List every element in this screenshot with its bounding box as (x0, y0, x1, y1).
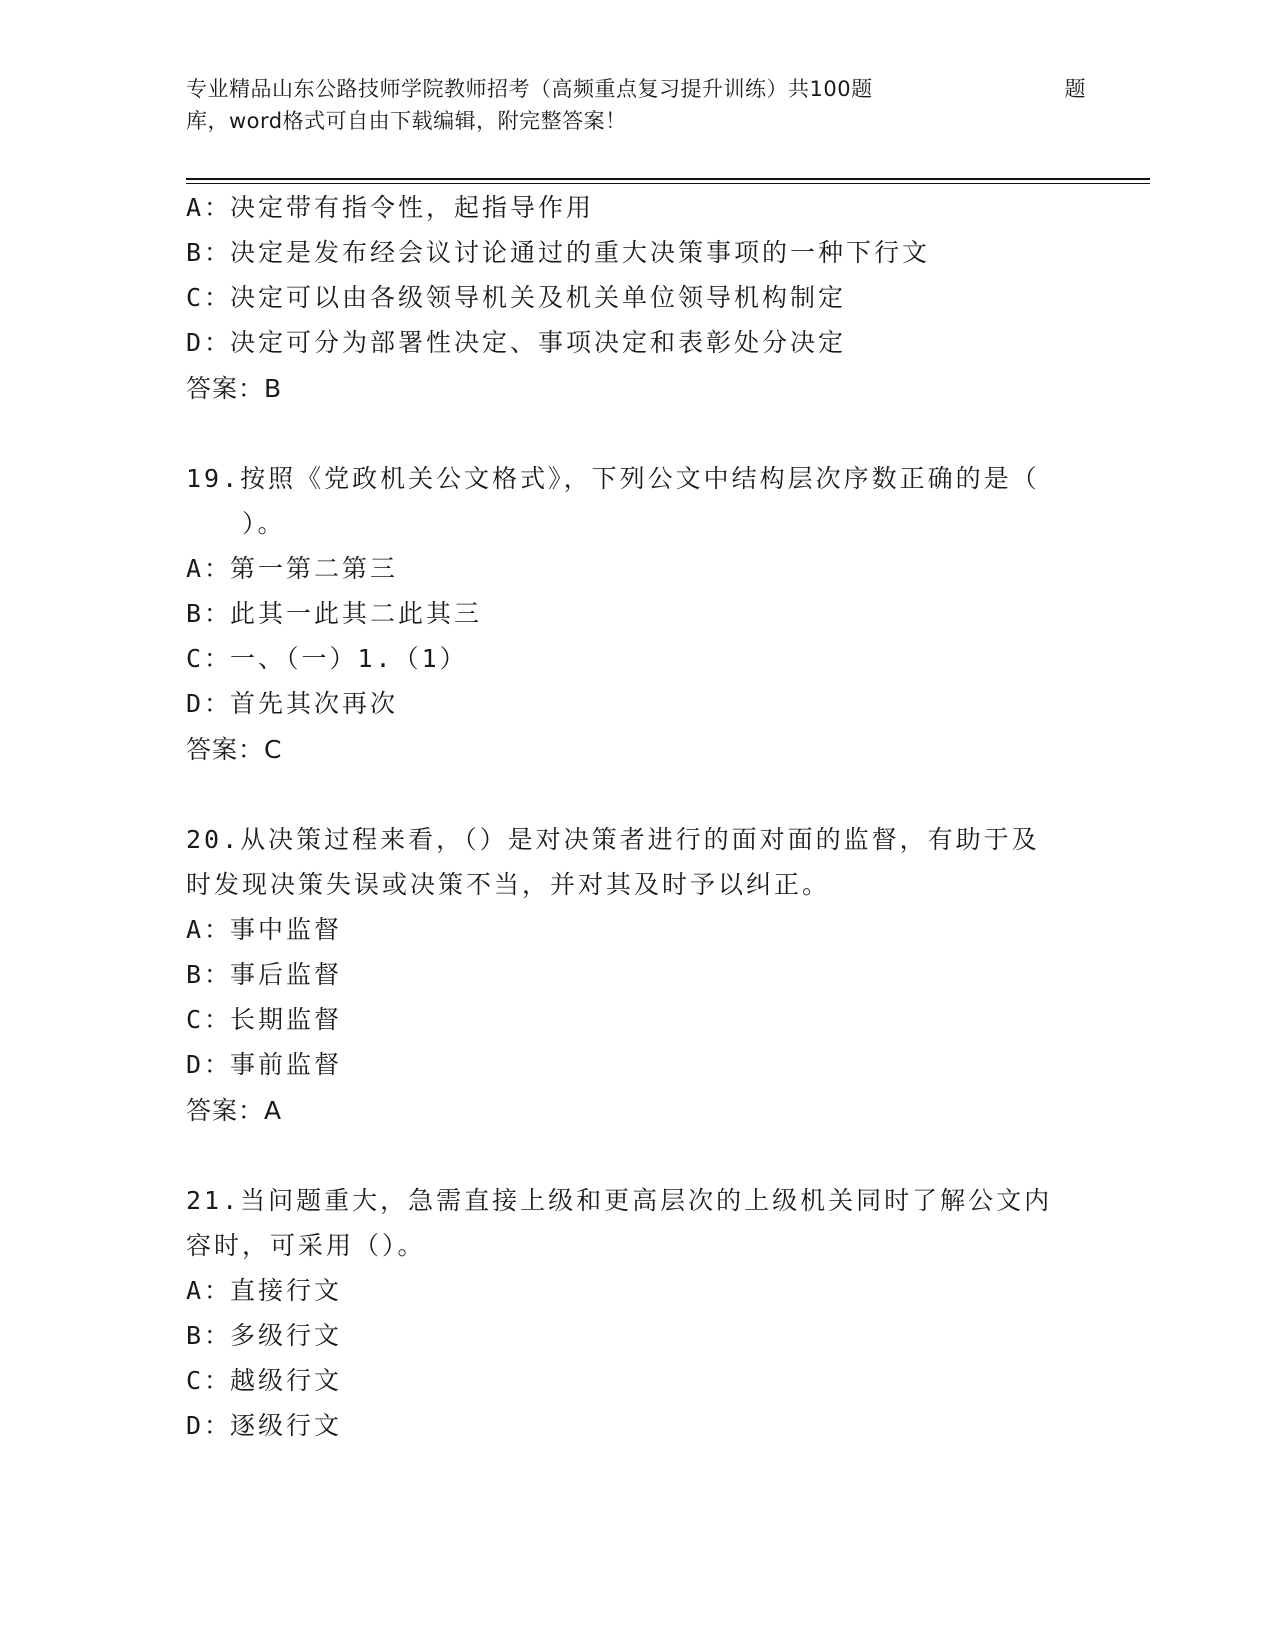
option-b: B：此其一此其二此其三 (186, 599, 483, 628)
option-d: D：决定可分为部署性决定、事项决定和表彰处分决定 (186, 328, 847, 357)
header-line-2: 库，word格式可自由下载编辑，附完整答案！ (186, 109, 627, 133)
option-d: D：事前监督 (186, 1050, 343, 1079)
header-title-tail: 题 (1064, 77, 1086, 101)
option-b: B：事后监督 (186, 960, 343, 989)
document-header (186, 73, 1086, 137)
option-c: C：决定可以由各级领导机关及机关单位领导机构制定 (186, 283, 847, 312)
option-d: D：首先其次再次 (186, 689, 399, 718)
option-a: A：直接行文 (186, 1276, 343, 1305)
answer: 答案：A (186, 1096, 283, 1125)
option-a: A：第一第二第三 (186, 554, 399, 583)
option-a: A：决定带有指令性，起指导作用 (186, 193, 595, 222)
question-21-stem: 21.当问题重大，急需直接上级和更高层次的上级机关同时了解公文内 (186, 1186, 1053, 1215)
question-19-stem: 19.按照《党政机关公文格式》，下列公文中结构层次序数正确的是（ (186, 464, 1040, 493)
option-b: B：多级行文 (186, 1321, 343, 1350)
option-b: B：决定是发布经会议讨论通过的重大决策事项的一种下行文 (186, 238, 931, 267)
answer: 答案：B (186, 374, 283, 403)
question-20-stem-cont: 时发现决策失误或决策不当，并对其及时予以纠正。 (186, 870, 831, 899)
question-21-stem-cont: 容时，可采用（）。 (186, 1231, 426, 1260)
answer: 答案：C (186, 735, 283, 764)
header-title: 专业精品山东公路技师学院教师招考（高频重点复习提升训练）共100题 (186, 77, 873, 101)
option-c: C：长期监督 (186, 1005, 343, 1034)
header-rule-thin (186, 183, 1150, 184)
option-a: A：事中监督 (186, 915, 343, 944)
option-d: D：逐级行文 (186, 1411, 343, 1440)
header-rule-thick (186, 178, 1150, 180)
option-c: C：一、（一）1.（1） (186, 644, 468, 673)
question-19-stem-cont: ）。 (186, 509, 286, 538)
question-20-stem: 20.从决策过程来看，（）是对决策者进行的面对面的监督，有助于及 (186, 825, 1040, 854)
option-c: C：越级行文 (186, 1366, 343, 1395)
header-line-1 (186, 73, 1086, 105)
